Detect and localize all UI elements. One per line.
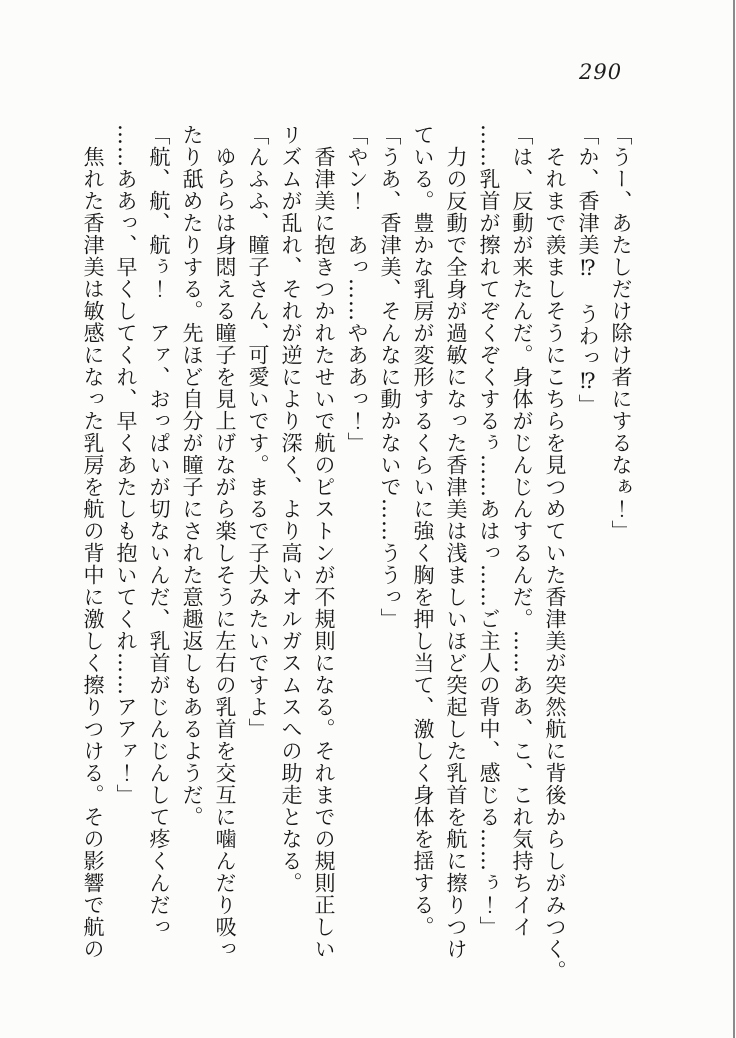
text-column: ゆららは身悶える瞳子を見上げながら楽しそうに左右の乳首を交互に噛んだり吸っ bbox=[213, 124, 237, 960]
page-number: 290 bbox=[579, 60, 623, 84]
text-column: ……乳首が擦れてぞくぞくするぅ……あはっ……ご主人の背中、感じる……ぅ！」 bbox=[477, 124, 501, 938]
text-column: 「やン！ あっ……やああっ！」 bbox=[345, 124, 369, 454]
text-column: たり舐めたりする。先ほど自分が瞳子にされた意趣返しもあるようだ。 bbox=[180, 124, 204, 828]
text-column: 香津美に抱きつかれたせいで航のピストンが不規則になる。それまでの規則正しい bbox=[312, 124, 336, 960]
vertical-text-block bbox=[76, 124, 637, 1036]
text-column: それまで羨ましそうにこちらを見つめていた香津美が突然航に背後からしがみつく。 bbox=[543, 124, 567, 982]
text-column: 「うあ、香津美、そんなに動かないで……ううっ」 bbox=[378, 124, 402, 630]
text-column: 「は、反動が来たんだ。身体がじんじんするんだ。……ああ、こ、これ気持ちイイ bbox=[510, 124, 534, 938]
text-column: ている。豊かな乳房が変形するくらいに強く胸を押し当て、激しく身体を揺する。 bbox=[411, 124, 435, 938]
text-column: 力の反動で全身が過敏になった香津美は浅ましいほど突起した乳首を航に擦りつけ bbox=[444, 124, 468, 960]
text-column: 「航、航、航ぅ！ アァ、おっぱいが切ないんだ、乳首がじんじんして疼くんだっ bbox=[147, 124, 171, 938]
text-column: 「か、香津美⁉ うわっ⁉」 bbox=[576, 124, 600, 416]
page-edge-line bbox=[733, 0, 735, 1038]
text-column: リズムが乱れ、それが逆により深く、より高いオルガスムスへの助走となる。 bbox=[279, 124, 303, 894]
text-column: 「うー、あたしだけ除け者にするなぁ！」 bbox=[609, 124, 633, 542]
text-column: ……ああっ、早くしてくれ、早くあたしも抱いてくれ……アアァ！」 bbox=[114, 124, 138, 806]
text-column: 「んふふ、瞳子さん、可愛いです。まるで子犬みたいですよ」 bbox=[246, 124, 270, 740]
text-column: 焦れた香津美は敏感になった乳房を航の背中に激しく擦りつける。その影響で航の bbox=[81, 124, 105, 960]
